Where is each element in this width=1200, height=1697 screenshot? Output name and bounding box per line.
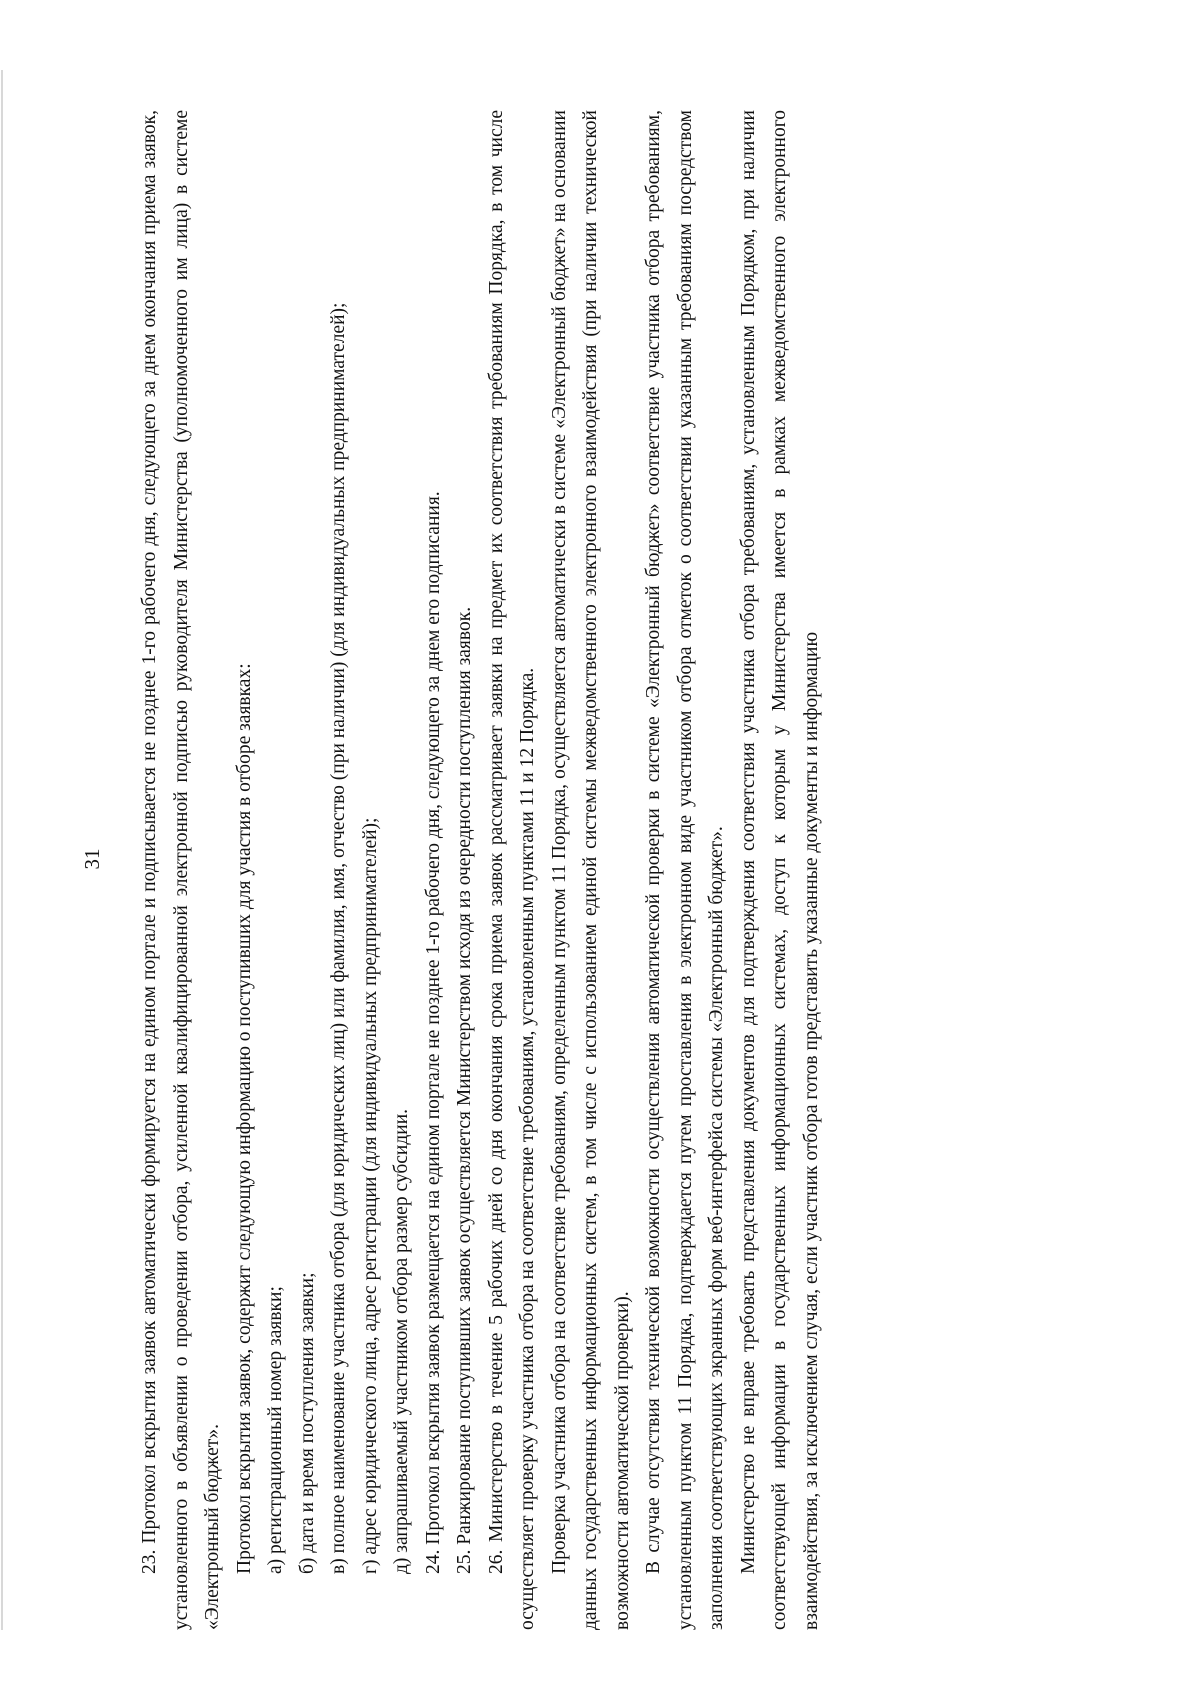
paragraph-24: 24. Протокол вскрытия заявок размещается на едином портале не позднее 1-го рабочего дня, следующего за днем его подписания. bbox=[422, 491, 444, 1574]
list-item-b: б) дата и время поступления заявки; bbox=[296, 1272, 318, 1574]
document-text-body bbox=[134, 110, 1074, 1630]
list-item-d: д) запрашиваемый участником отбора размер субсидии. bbox=[391, 1108, 412, 1574]
list-item-a: а) регистрационный номер заявки; bbox=[265, 1286, 286, 1574]
paragraph-automatic-check: Проверка участника отбора на соответствие требованиям, определенным пунктом 11 Порядка, осуществляется автоматически в системе «Электронный бюджет» на основании данных государственных информационных систем, в том числе с использованием единой системы межведомственного электронного взаимодействия (при наличии технической возможности автоматической проверки). bbox=[548, 110, 633, 1630]
paragraph-no-technical-possibility: В случае отсутствия технической возможности осуществления автоматической проверки в системе «Электронный бюджет» соответствие участника отбора требованиям, установленным пунктом 11 Порядка, подтверждается путем проставления в электронном виде участником отбора отметок о соответствии указанным требованиям посредством заполнения соответствующих экранных форм веб-интерфейса системы «Электронный бюджет». bbox=[643, 110, 727, 1630]
scan-edge-line bbox=[1, 70, 3, 1630]
paragraph-protocol-contents: Протокол вскрытия заявок, содержит следующую информацию о поступивших для участия в отборе заявках: bbox=[233, 663, 255, 1574]
paragraph-25: 25. Ранжирование поступивших заявок осуществляется Министерством исходя из очередности поступления заявок. bbox=[454, 606, 475, 1574]
list-item-g: г) адрес юридического лица, адрес регистрации (для индивидуальных предпринимателей); bbox=[359, 817, 381, 1574]
paragraph-23: 23. Протокол вскрытия заявок автоматически формируется на едином портале и подписывается не позднее 1-го рабочего дня, следующего за днем окончания приема заявок, установленного в объявлении о проведении отбора, усиленной квалифицированной электронной подписью руководителя Министерства (уполномоченного им лица) в системе «Электронный бюджет». bbox=[139, 110, 223, 1630]
page-number: 31 bbox=[80, 848, 104, 870]
list-item-v: в) полное наименование участника отбора (для юридических лиц) или фамилия, имя, отчество (при наличии) (для индивидуальных предпринимателей); bbox=[328, 302, 349, 1574]
paragraph-26: 26. Министерство в течение 5 рабочих дней со дня окончания срока приема заявок рассматривает заявки на предмет их соответствия требованиям Порядка, в том числе осуществляет проверку участника отбора на соответствие требованиям, установленным пунктами 11 и 12 Порядка. bbox=[485, 110, 538, 1630]
paragraph-ministry-not-entitled: Министерство не вправе требовать представления документов для подтверждения соответствия участника отбора требованиям, установленным Порядком, при наличии соответствующей информации в государственных информационных системах, доступ к которым у Министерства имеется в рамках межведомственного электронного взаимодействия, за исключением случая, если участник отбора готов представить указанные документы и информацию bbox=[737, 110, 822, 1630]
